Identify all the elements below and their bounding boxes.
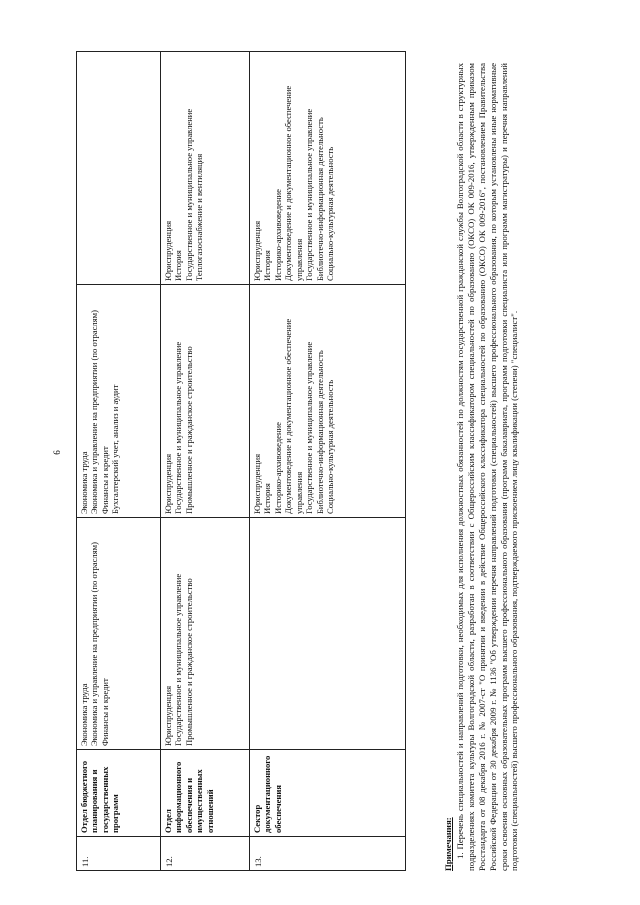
specialty-item: Финансы и кредит [99, 678, 110, 746]
table-row [250, 52, 406, 871]
specialty-item: Экономика и управление на предприятии (по отраслям) [89, 542, 100, 746]
specialties-cell-col4 [161, 285, 250, 518]
table-row [77, 52, 161, 871]
specialty-item: Юриспруденция [252, 453, 262, 514]
specialty-item: Финансы и кредит [99, 446, 110, 514]
specialties-cell-col5 [161, 52, 250, 285]
specialties-cell-col4 [250, 285, 406, 518]
table-row [161, 52, 250, 871]
specialty-item: Социально-культурная деятельность [325, 146, 336, 281]
specialty-item: Промышленное и гражданское строительство [183, 578, 194, 746]
notes-paragraph: 1. Перечень специальностей и направлений подготовки, необходимых для исполнения должностных обязанностей по должностям государственной гражданской службы Волгоградской области в структурных подразделениях комитета культуры Волгоградской области, разработан в соответствии с Общероссийским классификатором специальностей по образованию (ОКСО) ОК 009-2016, утвержденным приказом Росстандарта от 08 декабря 2016 г. № 2007-ст "О принятии и введении в действие Общероссийского классификатора специальностей по образованию (ОКСО) ОК 009-2016", постановлением Правительства Российской Федерации от 30 декабря 2009 г. № 1136 "Об утверждении перечня направлений подготовки (специальностей) высшего профессионального образования, по которым установлены иные нормативные сроки освоения основных образовательных программ высшего профессионального образования (программ бакалавриата, программ подготовки специалиста или программ магистратуры) и перечня направлений подготовки (специальностей) высшего профессионального образования, подтверждаемого присвоением лицу квалификации (степени) "специалист". [454, 63, 520, 871]
specialty-item: Государственное и муниципальное управление [304, 341, 315, 514]
specialty-item: Промышленное и гражданское строительство [183, 346, 194, 514]
specialty-item: Государственное и муниципальное управление [183, 108, 194, 281]
specialty-item: Библиотечно-информационная деятельность [314, 117, 325, 281]
specialty-item: Документоведение и документационное обеспечение управления [283, 318, 304, 514]
specialty-item: История [262, 250, 273, 281]
specialty-item: Юриспруденция [163, 453, 173, 514]
specialty-item: Юриспруденция [163, 685, 173, 746]
specialties-cell-col3 [161, 518, 250, 750]
specialty-item: Историко-архивоведение [272, 422, 283, 514]
specialty-item: Историко-архивоведение [272, 189, 283, 281]
specialty-item: История [262, 483, 273, 514]
specialties-cell-col3 [77, 518, 161, 750]
specialties-cell-col5 [77, 52, 161, 285]
department-name: Отдел бюджетного планирования и государственных программ [77, 750, 161, 837]
specialty-item: Экономика труда [79, 451, 89, 514]
specialties-cell-col4 [77, 285, 161, 518]
specialty-item: Социально-культурная деятельность [325, 379, 336, 514]
specialty-item: Теплогазоснабжение и вентиляция [194, 153, 205, 281]
specialties-cell-col5 [250, 52, 406, 285]
specialty-item: Экономика и управление на предприятии (по отраслям) [89, 310, 100, 514]
specialty-item: Государственное и муниципальное управление [173, 573, 184, 746]
notes-section [443, 63, 520, 871]
specialty-item: Юриспруденция [163, 220, 173, 281]
specialty-item: Библиотечно-информационная деятельность [314, 350, 325, 514]
department-name: Сектор документационного обеспечения [250, 750, 406, 837]
department-name: Отдел информационного обеспечения и имущественных отношений [161, 750, 250, 837]
specialty-item: Государственное и муниципальное управление [304, 108, 315, 281]
notes-title: Примечания: [443, 817, 453, 871]
specialties-cell-col3 [250, 518, 406, 750]
specialty-item: Государственное и муниципальное управление [173, 341, 184, 514]
specialty-item: Бухгалтерский учет, анализ и аудит [110, 384, 121, 514]
row-number: 12. [161, 837, 250, 871]
row-number: 11. [77, 837, 161, 871]
row-number: 13. [250, 837, 406, 871]
specialty-item: История [173, 250, 184, 281]
specialty-item: Экономика труда [79, 683, 89, 746]
page-number: 6 [52, 450, 62, 455]
specialty-item: Документоведение и документационное обеспечение управления [283, 85, 304, 281]
specialties-table [76, 51, 406, 871]
specialty-item: Юриспруденция [252, 220, 262, 281]
